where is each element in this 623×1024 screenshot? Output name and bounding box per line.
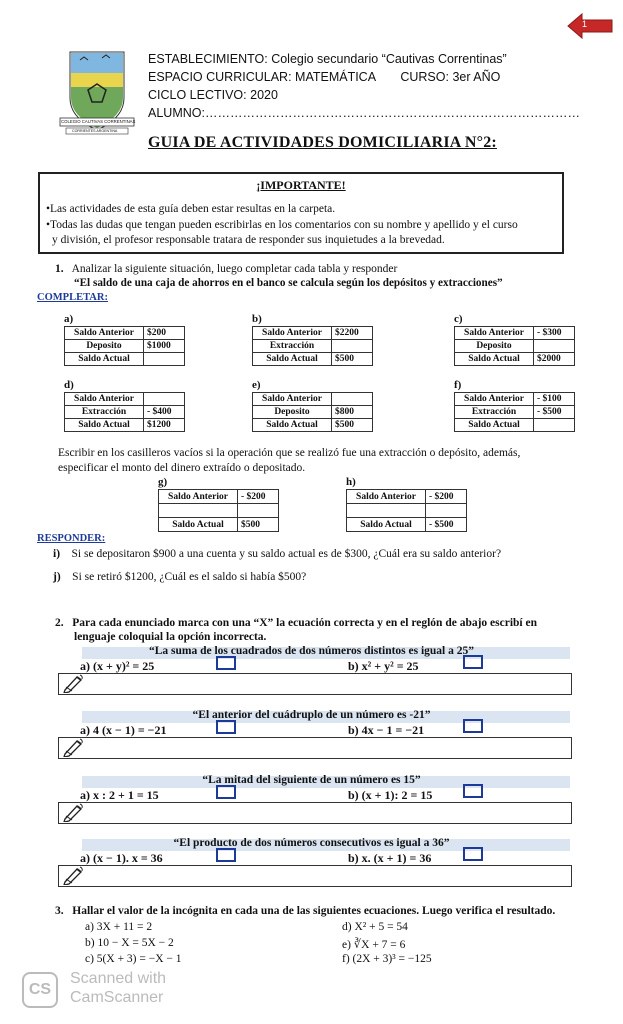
table-row (65, 419, 185, 432)
statement-text: “La suma de los cuadrados de dos números distintos es igual a 25” (148, 645, 475, 657)
table-row (65, 353, 185, 366)
table-row (65, 406, 185, 419)
checkbox-b[interactable] (463, 719, 483, 733)
row-label: Saldo Anterior (65, 393, 144, 406)
row-value[interactable] (426, 504, 467, 518)
checkbox-a[interactable] (216, 785, 236, 799)
year-value: 2020 (250, 88, 278, 102)
balance-table (158, 489, 279, 532)
table-letter: d) (64, 379, 74, 391)
table-row (65, 340, 185, 353)
table-row (65, 327, 185, 340)
ex2-instruction-2: lenguaje coloquial la opción incorrecta. (74, 631, 267, 643)
table-row (347, 504, 467, 518)
page-number: 1 (582, 19, 588, 29)
school-logo (58, 46, 136, 138)
camscanner-line2: CamScanner (70, 989, 164, 1006)
balance-table (64, 392, 185, 432)
course-label: CURSO: (400, 70, 449, 84)
row-value: $200 (144, 327, 185, 340)
row-value: - $200 (238, 490, 279, 504)
table-row (253, 393, 373, 406)
table-row (455, 406, 575, 419)
row-label: Saldo Anterior (65, 327, 144, 340)
balance-table (454, 326, 575, 366)
row-label: Saldo Anterior (253, 393, 332, 406)
ex1-quote: “El saldo de una caja de ahorros en el banco se calcula según los depósitos y extracciones” (74, 277, 503, 289)
row-label: Saldo Anterior (253, 327, 332, 340)
student-value: ……………………………………………………………………………… (204, 106, 580, 120)
equation-b: b) x² + y² = 25 (348, 659, 419, 673)
important-heading: ¡IMPORTANTE! (256, 178, 346, 192)
write-instruction-2: especificar el monto del dinero extraído o depositado. (58, 462, 306, 474)
pencil-icon (62, 737, 84, 757)
table-row (159, 504, 279, 518)
row-label: Saldo Actual (347, 518, 426, 532)
row-label: Saldo Actual (455, 353, 534, 366)
ex2-instruction-1: 2. Para cada enunciado marca con una “X” la ecuación correcta y en el reglón de abajo escribí en (55, 617, 537, 629)
logo-banner: CORRIENTES ARGENTINA (72, 129, 118, 133)
table-row (159, 518, 279, 532)
ex3-b: b) 10 − X = 5X − 2 (85, 937, 174, 949)
logo-text: COLEGIO CAUTIVAS CORRENTINAS (61, 119, 136, 124)
checkbox-a[interactable] (216, 848, 236, 862)
table-row (455, 419, 575, 432)
row-label: Saldo Actual (253, 353, 332, 366)
table-row (253, 340, 373, 353)
school-line (148, 52, 507, 66)
checkbox-b[interactable] (463, 655, 483, 669)
table-letter: f) (454, 379, 462, 391)
subject-line (148, 70, 500, 84)
table-row (253, 419, 373, 432)
row-label: Saldo Anterior (455, 393, 534, 406)
row-label: Deposito (455, 340, 534, 353)
complete-label: COMPLETAR: (37, 292, 108, 303)
checkbox-a[interactable] (216, 720, 236, 734)
important-item-2: •Todas las dudas que tengan pueden escribirlas en los comentarios con su nombre y apellido y el curso (46, 219, 518, 231)
student-label: ALUMNO: (148, 106, 205, 120)
important-box (38, 172, 564, 254)
ex3-c: c) 5(X + 3) = −X − 1 (85, 953, 182, 965)
table-letter: a) (64, 313, 74, 325)
row-value: $2000 (534, 353, 575, 366)
statement-text: “El anterior del cuádruplo de un número es -21” (192, 709, 431, 721)
row-value: - $200 (426, 490, 467, 504)
row-value: $800 (332, 406, 373, 419)
table-row (159, 490, 279, 504)
row-value: $1200 (144, 419, 185, 432)
table-row (347, 490, 467, 504)
ex3-d: d) X² + 5 = 54 (342, 921, 408, 933)
row-value[interactable] (534, 340, 575, 353)
row-value: $500 (332, 353, 373, 366)
checkbox-a[interactable] (216, 656, 236, 670)
row-value: $500 (332, 419, 373, 432)
student-line (148, 106, 580, 120)
equation-a: a) (x + y)² = 25 (80, 659, 155, 673)
row-value: - $300 (534, 327, 575, 340)
row-value: - $400 (144, 406, 185, 419)
table-row (253, 327, 373, 340)
equation-a: a) x : 2 + 1 = 15 (80, 788, 159, 802)
table-row (65, 393, 185, 406)
row-label: Extracción (65, 406, 144, 419)
write-instruction-1: Escribir en los casilleros vacíos si la operación que se realizó fue una extracción o depósito, además, (58, 447, 521, 459)
table-row (455, 327, 575, 340)
row-value: $500 (238, 518, 279, 532)
respond-label: RESPONDER: (37, 533, 106, 544)
table-letter: c) (454, 313, 463, 325)
equation-a: a) 4 (x − 1) = −21 (80, 723, 167, 737)
year-line (148, 88, 278, 102)
ex3-e: e) ∛X + 7 = 6 (342, 939, 406, 951)
row-label (347, 504, 426, 518)
pencil-icon (62, 802, 84, 822)
table-row (347, 518, 467, 532)
balance-table (252, 326, 373, 366)
row-value[interactable] (534, 419, 575, 432)
important-item-1: •Las actividades de esta guía deben estar resultas en la carpeta. (46, 203, 336, 215)
equation-b: b) (x + 1): 2 = 15 (348, 788, 433, 802)
balance-table (252, 392, 373, 432)
question-j: j) Si se retiró $1200, ¿Cuál es el saldo si había $500? (53, 571, 307, 583)
table-row (253, 406, 373, 419)
table-letter: b) (252, 313, 262, 325)
ex1-instruction: 1. Analizar la siguiente situación, luego completar cada tabla y responder (55, 263, 398, 275)
row-label: Deposito (253, 406, 332, 419)
row-value[interactable] (332, 393, 373, 406)
row-label: Saldo Actual (65, 419, 144, 432)
year-label: CICLO LECTIVO: (148, 88, 247, 102)
course-value: 3er AÑO (452, 70, 501, 84)
balance-table (346, 489, 467, 532)
row-label: Saldo Actual (65, 353, 144, 366)
row-value: - $500 (426, 518, 467, 532)
answer-line[interactable] (58, 865, 572, 887)
row-value[interactable] (332, 340, 373, 353)
row-value: $1000 (144, 340, 185, 353)
row-label (159, 504, 238, 518)
row-label: Saldo Actual (253, 419, 332, 432)
balance-table (64, 326, 185, 366)
page-number-arrow (566, 12, 614, 40)
row-value[interactable] (144, 393, 185, 406)
row-label: Saldo Anterior (455, 327, 534, 340)
table-letter: g) (158, 476, 168, 488)
row-label: Deposito (65, 340, 144, 353)
table-letter: h) (346, 476, 356, 488)
answer-line[interactable] (58, 802, 572, 824)
table-row (455, 353, 575, 366)
school-value: Colegio secundario “Cautivas Correntinas” (271, 52, 507, 66)
row-value[interactable] (144, 353, 185, 366)
statement-text: “El producto de dos números consecutivos es igual a 36” (173, 837, 450, 849)
statement-text: “La mitad del siguiente de un número es 15” (202, 774, 421, 786)
ex3-instruction: 3. Hallar el valor de la incógnita en cada una de las siguientes ecuaciones. Luego verifica el resultado. (55, 905, 556, 917)
pencil-icon (62, 865, 84, 885)
row-value: - $500 (534, 406, 575, 419)
row-value[interactable] (238, 504, 279, 518)
camscanner-line1: Scanned with (70, 970, 167, 987)
row-label: Saldo Anterior (159, 490, 238, 504)
checkbox-b[interactable] (463, 847, 483, 861)
row-label: Saldo Actual (455, 419, 534, 432)
camscanner-logo-icon: CS (22, 972, 58, 1008)
table-row (455, 340, 575, 353)
equation-a: a) (x − 1). x = 36 (80, 851, 163, 865)
table-row (253, 353, 373, 366)
pencil-icon (62, 673, 84, 693)
camscanner-watermark (22, 968, 222, 1012)
row-label: Saldo Actual (159, 518, 238, 532)
equation-b: b) x. (x + 1) = 36 (348, 851, 432, 865)
ex3-f: f) (2X + 3)³ = −125 (342, 953, 432, 965)
subject-value: MATEMÁTICA (295, 70, 376, 84)
subject-label: ESPACIO CURRICULAR: (148, 70, 292, 84)
school-label: ESTABLECIMIENTO: (148, 52, 268, 66)
answer-line[interactable] (58, 673, 572, 695)
ex3-a: a) 3X + 11 = 2 (85, 921, 153, 933)
table-letter: e) (252, 379, 261, 391)
equation-b: b) 4x − 1 = −21 (348, 723, 425, 737)
answer-line[interactable] (58, 737, 572, 759)
page-title: GUIA DE ACTIVIDADES DOMICILIARIA N°2: (148, 134, 497, 151)
row-value: - $100 (534, 393, 575, 406)
row-label: Extracción (455, 406, 534, 419)
row-label: Extracción (253, 340, 332, 353)
row-value: $2200 (332, 327, 373, 340)
important-item-3: y división, el profesor responsable tratara de responder sus inquietudes a la brevedad. (52, 234, 445, 246)
balance-table (454, 392, 575, 432)
table-row (455, 393, 575, 406)
checkbox-b[interactable] (463, 784, 483, 798)
question-i: i) Si se depositaron $900 a una cuenta y su saldo actual es de $300, ¿Cuál era su saldo anterior? (53, 548, 502, 560)
row-label: Saldo Anterior (347, 490, 426, 504)
